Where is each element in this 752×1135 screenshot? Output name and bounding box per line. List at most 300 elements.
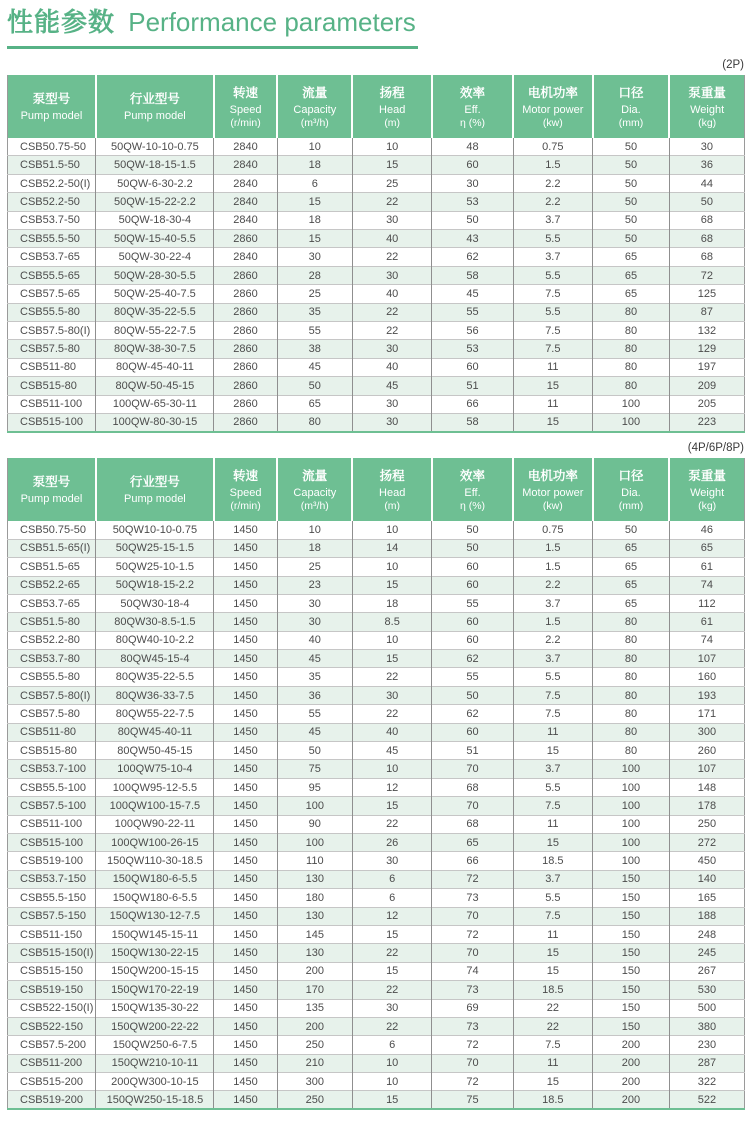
- column-header: 口径 Dia. (mm): [593, 75, 670, 138]
- table-cell: 65: [432, 833, 513, 851]
- table-cell: 1450: [214, 981, 277, 999]
- table-cell: 7.5: [513, 340, 593, 358]
- page-title: [7, 6, 418, 49]
- table-cell: 110: [277, 852, 352, 870]
- table-row: [8, 631, 745, 649]
- table-cell: 80: [593, 723, 670, 741]
- table-cell: 73: [432, 981, 513, 999]
- table-cell: CSB57.5-100: [8, 797, 96, 815]
- table-cell: 72: [432, 870, 513, 888]
- table-cell: 70: [432, 760, 513, 778]
- table-cell: 43: [432, 230, 513, 248]
- table-cell: 45: [432, 285, 513, 303]
- table-cell: 53: [432, 193, 513, 211]
- table-cell: CSB515-80: [8, 742, 96, 760]
- table-cell: CSB55.5-80: [8, 668, 96, 686]
- table-cell: 2840: [214, 193, 277, 211]
- table-cell: 170: [277, 981, 352, 999]
- table-cell: 80QW45-15-4: [96, 650, 214, 668]
- table-cell: 50QW-15-22-2.2: [96, 193, 214, 211]
- table-row: [8, 1017, 745, 1035]
- table-cell: CSB515-150: [8, 962, 96, 980]
- table-cell: 68: [669, 230, 744, 248]
- table-cell: 50QW30-18-4: [96, 594, 214, 612]
- table-row: [8, 266, 745, 284]
- table-cell: 60: [432, 613, 513, 631]
- table-cell: CSB511-150: [8, 925, 96, 943]
- table-cell: CSB51.5-80: [8, 613, 96, 631]
- table-cell: 80QW45-40-11: [96, 723, 214, 741]
- table-cell: 135: [277, 999, 352, 1017]
- table-cell: 200: [277, 962, 352, 980]
- table-cell: 87: [669, 303, 744, 321]
- table-cell: CSB515-100: [8, 833, 96, 851]
- table-cell: 50: [593, 193, 670, 211]
- table-cell: 112: [669, 594, 744, 612]
- table-row: [8, 539, 745, 557]
- table-cell: CSB57.5-80(I): [8, 686, 96, 704]
- column-header: 泵型号 Pump model: [8, 458, 96, 521]
- table-cell: 50: [593, 174, 670, 192]
- table-row: [8, 815, 745, 833]
- table-cell: 40: [352, 285, 432, 303]
- table-cell: 272: [669, 833, 744, 851]
- column-header: 转速 Speed (r/min): [214, 75, 277, 138]
- table-cell: 130: [277, 907, 352, 925]
- table-cell: 100: [593, 833, 670, 851]
- table-row: [8, 668, 745, 686]
- table-cell: 1.5: [513, 539, 593, 557]
- table-cell: 150QW200-22-22: [96, 1017, 214, 1035]
- table-cell: CSB55.5-80: [8, 303, 96, 321]
- table-row: [8, 1091, 745, 1109]
- table-row: [8, 521, 745, 539]
- table-cell: 100QW75-10-4: [96, 760, 214, 778]
- table-cell: 50: [277, 377, 352, 395]
- table-cell: 160: [669, 668, 744, 686]
- table-cell: 35: [277, 668, 352, 686]
- table-cell: 1450: [214, 576, 277, 594]
- table-cell: 5.5: [513, 668, 593, 686]
- table-cell: 72: [432, 1036, 513, 1054]
- table-cell: 1450: [214, 594, 277, 612]
- table-cell: CSB57.5-80(I): [8, 322, 96, 340]
- table-cell: 2.2: [513, 193, 593, 211]
- table-cell: 150QW145-15-11: [96, 925, 214, 943]
- table-cell: 68: [669, 211, 744, 229]
- table-cell: 35: [277, 303, 352, 321]
- table-cell: 69: [432, 999, 513, 1017]
- table-cell: 80QW-38-30-7.5: [96, 340, 214, 358]
- table-cell: 40: [352, 358, 432, 376]
- table-cell: 150QW250-6-7.5: [96, 1036, 214, 1054]
- table-cell: 6: [277, 174, 352, 192]
- table-cell: 80QW-45-40-11: [96, 358, 214, 376]
- column-header: 扬程 Head (m): [352, 458, 432, 521]
- table-cell: 2.2: [513, 576, 593, 594]
- table-tag-4p6p8p: (4P/6P/8P): [687, 441, 744, 454]
- table-cell: 1450: [214, 925, 277, 943]
- table-cell: 132: [669, 322, 744, 340]
- table-cell: 1450: [214, 999, 277, 1017]
- table-cell: 80QW30-8.5-1.5: [96, 613, 214, 631]
- table-cell: 65: [593, 576, 670, 594]
- table-cell: 15: [352, 925, 432, 943]
- table-cell: 30: [277, 594, 352, 612]
- table-cell: 150: [593, 981, 670, 999]
- table-cell: CSB57.5-150: [8, 907, 96, 925]
- table-cell: 267: [669, 962, 744, 980]
- table-cell: 10: [277, 521, 352, 539]
- table-cell: 100QW100-26-15: [96, 833, 214, 851]
- table-cell: 200: [593, 1054, 670, 1072]
- table-cell: 6: [352, 1036, 432, 1054]
- table-cell: 80: [593, 303, 670, 321]
- table-cell: 22: [352, 705, 432, 723]
- table-cell: 50QW25-15-1.5: [96, 539, 214, 557]
- table-cell: 72: [432, 1073, 513, 1091]
- table-row: [8, 193, 745, 211]
- table-cell: 15: [277, 193, 352, 211]
- table-cell: 65: [593, 594, 670, 612]
- table-cell: 250: [669, 815, 744, 833]
- table-cell: 3.7: [513, 248, 593, 266]
- table-cell: 60: [432, 358, 513, 376]
- table-cell: 0.75: [513, 138, 593, 156]
- table-cell: 40: [352, 723, 432, 741]
- table-row: [8, 1073, 745, 1091]
- table-cell: 1450: [214, 668, 277, 686]
- table-cell: CSB55.5-65: [8, 266, 96, 284]
- table-cell: 80: [593, 322, 670, 340]
- table-cell: 8.5: [352, 613, 432, 631]
- table-cell: 100QW-80-30-15: [96, 413, 214, 431]
- column-header: 效率 Eff. η (%): [432, 75, 513, 138]
- table-row: [8, 742, 745, 760]
- table-cell: 50: [593, 211, 670, 229]
- table-cell: 22: [352, 193, 432, 211]
- table-cell: 100QW95-12-5.5: [96, 778, 214, 796]
- table-row: [8, 138, 745, 156]
- table-cell: 36: [277, 686, 352, 704]
- table-row: [8, 999, 745, 1017]
- table-row: [8, 413, 745, 431]
- table-row: [8, 285, 745, 303]
- table-cell: 0.75: [513, 521, 593, 539]
- table-cell: 55: [432, 594, 513, 612]
- table-cell: 73: [432, 1017, 513, 1035]
- table-cell: 7.5: [513, 1036, 593, 1054]
- table-cell: 50: [593, 138, 670, 156]
- table-cell: 5.5: [513, 778, 593, 796]
- table-cell: 80: [593, 631, 670, 649]
- table-cell: 165: [669, 889, 744, 907]
- table-row: [8, 962, 745, 980]
- table-cell: CSB57.5-65: [8, 285, 96, 303]
- column-header: 电机功率 Motor power (kw): [513, 75, 593, 138]
- table-cell: 62: [432, 705, 513, 723]
- table-row: [8, 944, 745, 962]
- table-row: [8, 907, 745, 925]
- table-cell: 100: [593, 760, 670, 778]
- performance-table-4p6p8p: [7, 458, 745, 1111]
- table-cell: 2840: [214, 156, 277, 174]
- table-cell: 45: [277, 358, 352, 376]
- table-cell: 25: [277, 558, 352, 576]
- table-cell: 80: [593, 358, 670, 376]
- column-header: 效率 Eff. η (%): [432, 458, 513, 521]
- table-cell: 50QW-15-40-5.5: [96, 230, 214, 248]
- column-header: 口径 Dia. (mm): [593, 458, 670, 521]
- table-cell: 10: [352, 138, 432, 156]
- page-title-en: Performance parameters: [128, 7, 416, 37]
- column-header: 转速 Speed (r/min): [214, 458, 277, 521]
- table-cell: 230: [669, 1036, 744, 1054]
- table-row: [8, 303, 745, 321]
- table-cell: 1450: [214, 1073, 277, 1091]
- table-row: [8, 395, 745, 413]
- table-cell: 30: [352, 413, 432, 431]
- table-cell: 65: [669, 539, 744, 557]
- table-row: [8, 156, 745, 174]
- table-cell: 30: [352, 266, 432, 284]
- table-cell: 100: [593, 852, 670, 870]
- table-cell: 150: [593, 1017, 670, 1035]
- table-tag-2p: (2P): [722, 58, 744, 71]
- table-cell: 1450: [214, 797, 277, 815]
- table-cell: 50: [669, 193, 744, 211]
- table-cell: 130: [277, 944, 352, 962]
- table-cell: 58: [432, 413, 513, 431]
- table-row: [8, 852, 745, 870]
- table-cell: 100: [593, 797, 670, 815]
- table-cell: 80QW55-22-7.5: [96, 705, 214, 723]
- table-cell: 250: [277, 1036, 352, 1054]
- table-cell: 60: [432, 631, 513, 649]
- table-cell: CSB52.2-65: [8, 576, 96, 594]
- table-cell: 23: [277, 576, 352, 594]
- table-row: [8, 613, 745, 631]
- column-header: 泵型号 Pump model: [8, 75, 96, 138]
- table-cell: 3.7: [513, 211, 593, 229]
- table-cell: 70: [432, 944, 513, 962]
- table-row: [8, 230, 745, 248]
- table-cell: 2860: [214, 395, 277, 413]
- table-cell: 74: [669, 576, 744, 594]
- table-cell: 45: [352, 377, 432, 395]
- table-cell: CSB55.5-50: [8, 230, 96, 248]
- table-cell: 380: [669, 1017, 744, 1035]
- table-cell: 2860: [214, 413, 277, 431]
- table-cell: 1450: [214, 650, 277, 668]
- table-cell: 223: [669, 413, 744, 431]
- table-cell: 522: [669, 1091, 744, 1109]
- table-cell: 80: [593, 686, 670, 704]
- table-cell: 30: [352, 211, 432, 229]
- table-cell: 50QW-30-22-4: [96, 248, 214, 266]
- table-cell: 50: [593, 156, 670, 174]
- table-cell: CSB522-150(I): [8, 999, 96, 1017]
- table-cell: 53: [432, 340, 513, 358]
- table-cell: 7.5: [513, 907, 593, 925]
- table-cell: 193: [669, 686, 744, 704]
- table-cell: 15: [513, 944, 593, 962]
- table-cell: 22: [513, 999, 593, 1017]
- table-cell: 30: [352, 999, 432, 1017]
- table-cell: 95: [277, 778, 352, 796]
- table-cell: 11: [513, 395, 593, 413]
- table-cell: 50: [432, 521, 513, 539]
- table-cell: 148: [669, 778, 744, 796]
- table-cell: 1450: [214, 760, 277, 778]
- table-cell: 25: [352, 174, 432, 192]
- table-cell: 210: [277, 1054, 352, 1072]
- table-cell: 15: [352, 156, 432, 174]
- table-row: [8, 686, 745, 704]
- table-cell: 15: [513, 742, 593, 760]
- table-cell: 5.5: [513, 266, 593, 284]
- table-cell: 2860: [214, 230, 277, 248]
- table-cell: 150QW170-22-19: [96, 981, 214, 999]
- table-row: [8, 889, 745, 907]
- table-cell: 150: [593, 962, 670, 980]
- table-cell: CSB515-150(I): [8, 944, 96, 962]
- table-cell: 140: [669, 870, 744, 888]
- table-cell: 15: [513, 377, 593, 395]
- table-row: [8, 377, 745, 395]
- table-cell: 5.5: [513, 230, 593, 248]
- table-cell: 18.5: [513, 981, 593, 999]
- table-cell: 15: [277, 230, 352, 248]
- table-cell: 55: [277, 705, 352, 723]
- table-row: [8, 558, 745, 576]
- table-cell: 11: [513, 723, 593, 741]
- table-cell: CSB53.7-150: [8, 870, 96, 888]
- table-cell: 100: [593, 778, 670, 796]
- table-cell: 11: [513, 358, 593, 376]
- table-cell: 55: [432, 668, 513, 686]
- table-cell: 1450: [214, 962, 277, 980]
- table-cell: 171: [669, 705, 744, 723]
- table-cell: 30: [432, 174, 513, 192]
- column-header: 流量 Capacity (m³/h): [277, 458, 352, 521]
- table-cell: 65: [593, 285, 670, 303]
- table-cell: 22: [352, 944, 432, 962]
- table-cell: 75: [432, 1091, 513, 1109]
- table-cell: 80QW36-33-7.5: [96, 686, 214, 704]
- table-cell: 80: [593, 705, 670, 723]
- table-cell: 1450: [214, 705, 277, 723]
- table-cell: CSB53.7-100: [8, 760, 96, 778]
- table-cell: 15: [513, 1073, 593, 1091]
- table-row: [8, 778, 745, 796]
- table-cell: 1450: [214, 1036, 277, 1054]
- table-cell: 2860: [214, 358, 277, 376]
- table-cell: 145: [277, 925, 352, 943]
- table-cell: 18: [277, 156, 352, 174]
- table-cell: 11: [513, 815, 593, 833]
- table-cell: 209: [669, 377, 744, 395]
- table-cell: 68: [432, 778, 513, 796]
- table-cell: 1450: [214, 631, 277, 649]
- table-cell: 150: [593, 999, 670, 1017]
- table-cell: 7.5: [513, 322, 593, 340]
- table-row: [8, 248, 745, 266]
- table-cell: CSB51.5-65: [8, 558, 96, 576]
- table-cell: 15: [513, 833, 593, 851]
- table-cell: 3.7: [513, 870, 593, 888]
- table-cell: 2840: [214, 211, 277, 229]
- table-cell: 18: [352, 594, 432, 612]
- table-cell: 22: [352, 248, 432, 266]
- table-header-row: [8, 75, 745, 138]
- table-cell: 18: [277, 211, 352, 229]
- table-cell: 30: [277, 248, 352, 266]
- table-cell: 80: [593, 742, 670, 760]
- table-header-row: [8, 458, 745, 521]
- table-cell: 80QW40-10-2.2: [96, 631, 214, 649]
- table-cell: 80: [593, 340, 670, 358]
- table-cell: CSB52.2-50(I): [8, 174, 96, 192]
- table-cell: 50QW-25-40-7.5: [96, 285, 214, 303]
- table-cell: 150QW130-12-7.5: [96, 907, 214, 925]
- table-cell: 1450: [214, 852, 277, 870]
- table-cell: 150: [593, 870, 670, 888]
- table-row: [8, 174, 745, 192]
- table-cell: 75: [277, 760, 352, 778]
- table-cell: CSB57.5-80: [8, 705, 96, 723]
- table-cell: 45: [277, 723, 352, 741]
- table-cell: 51: [432, 377, 513, 395]
- table-cell: 107: [669, 760, 744, 778]
- table-cell: 68: [669, 248, 744, 266]
- table-cell: 107: [669, 650, 744, 668]
- table-cell: 2860: [214, 377, 277, 395]
- table-cell: 40: [277, 631, 352, 649]
- table-cell: 200QW300-10-15: [96, 1073, 214, 1091]
- table-cell: 22: [513, 1017, 593, 1035]
- table-cell: 10: [352, 558, 432, 576]
- table-cell: 200: [593, 1091, 670, 1109]
- column-header: 行业型号 Pump model: [96, 458, 214, 521]
- performance-table-2p: [7, 75, 745, 433]
- table-cell: 150QW180-6-5.5: [96, 870, 214, 888]
- column-header: 流量 Capacity (m³/h): [277, 75, 352, 138]
- table-cell: 66: [432, 395, 513, 413]
- table-cell: 50QW-18-30-4: [96, 211, 214, 229]
- table-cell: 300: [277, 1073, 352, 1091]
- table-cell: 1450: [214, 539, 277, 557]
- table-cell: 2860: [214, 322, 277, 340]
- table-cell: 80: [593, 650, 670, 668]
- table-cell: 1450: [214, 907, 277, 925]
- table-cell: CSB51.5-65(I): [8, 539, 96, 557]
- table-cell: 287: [669, 1054, 744, 1072]
- table-cell: 18: [277, 539, 352, 557]
- table-cell: 50: [277, 742, 352, 760]
- table-row: [8, 1054, 745, 1072]
- table-cell: 80: [277, 413, 352, 431]
- table-cell: 245: [669, 944, 744, 962]
- table-cell: 46: [669, 521, 744, 539]
- table-cell: 80QW50-45-15: [96, 742, 214, 760]
- table-cell: CSB519-100: [8, 852, 96, 870]
- table-cell: 15: [513, 962, 593, 980]
- table-cell: 3.7: [513, 760, 593, 778]
- table-cell: 48: [432, 138, 513, 156]
- table-cell: 1450: [214, 870, 277, 888]
- table-cell: 1.5: [513, 613, 593, 631]
